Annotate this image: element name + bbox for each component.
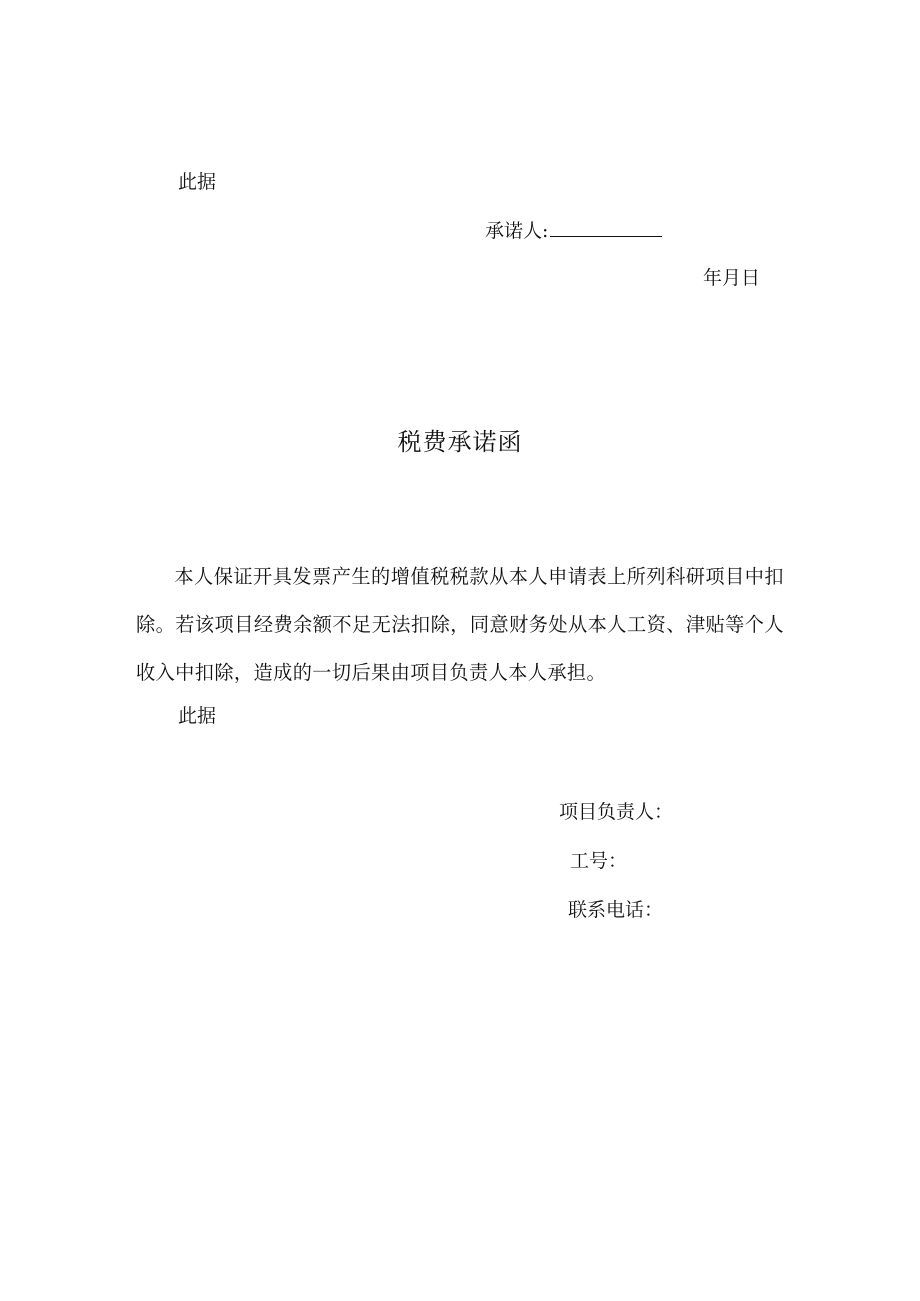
- promiser-signature-blank: [550, 218, 662, 237]
- letter-ciju-text: 此据: [178, 705, 217, 727]
- letter-title: 税费承诺函: [397, 428, 523, 456]
- top-ciju-text: 此据: [178, 171, 217, 193]
- phone-label: 联系电话：: [568, 899, 664, 921]
- promiser-label: 承诺人:: [485, 220, 549, 242]
- promiser-line: [485, 218, 662, 243]
- top-date-text: 年月日: [703, 267, 761, 289]
- project-leader-label: 项目负责人：: [559, 801, 674, 823]
- letter-body: 本人保证开具发票产生的增值税税款从本人申请表上所列科研项目中扣除。若该项目经费余额不足无法扣除，同意财务处从本人工资、津贴等个人收入中扣除，造成的一切后果由项目负责人本人承担。: [136, 565, 784, 684]
- employee-id-label: 工号：: [570, 850, 628, 872]
